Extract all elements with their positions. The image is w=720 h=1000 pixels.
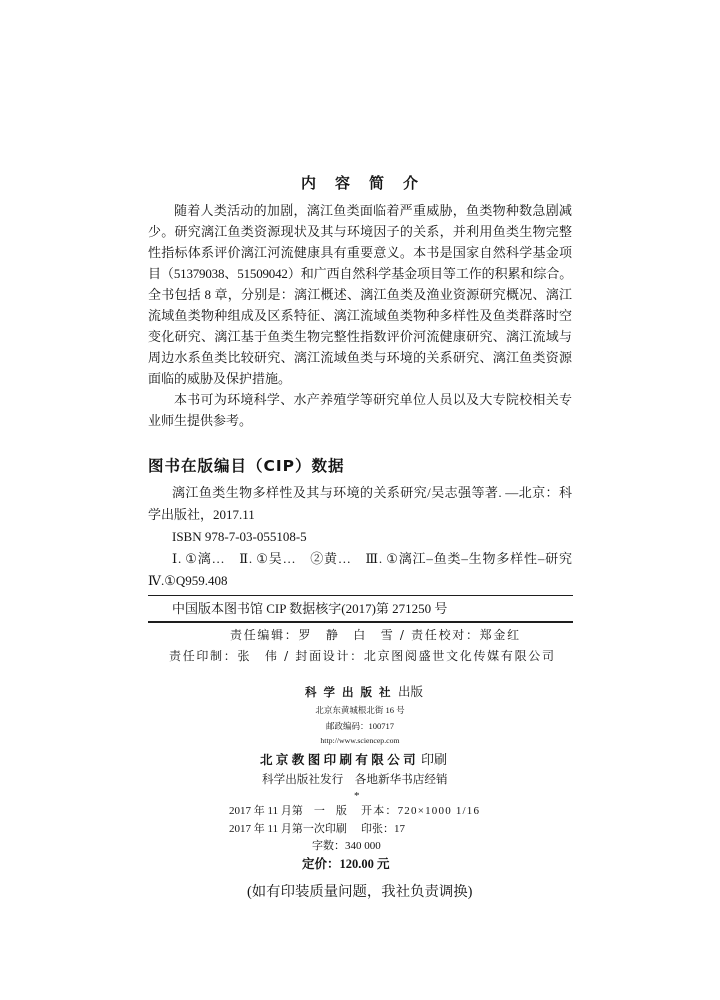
cip-entry-line: 漓江鱼类生物多样性及其与环境的关系研究/吴志强等著. —北京：科: [172, 485, 572, 500]
production-credits: 责任印制：张 伟 / 封面设计：北京图阅盛世文化传媒有限公司: [169, 649, 556, 663]
printer-name: 北京教图印刷有限公司: [260, 752, 420, 767]
edition-date: 2017 年 11 月第 一 版: [229, 805, 347, 817]
summary-line: 变化研究、漓江基于鱼类生物完整性指数评价河流健康研究、漓江流域与: [148, 329, 572, 344]
summary-line: 周边水系鱼类比较研究、漓江流域鱼类与环境的关系研究、漓江鱼类资源: [148, 350, 572, 365]
publisher-role: 出版: [398, 685, 424, 699]
section-title: 内容简介: [301, 174, 438, 192]
publisher-name: 科学出版社: [305, 685, 398, 699]
cip-rule-thin: [148, 595, 573, 596]
printing-date: 2017 年 11 月第一次印刷: [229, 823, 347, 835]
price: 定价：120.00 元: [302, 857, 390, 871]
cip-entry-line: Ⅳ.①Q959.408: [148, 573, 228, 588]
content-summary: [148, 200, 572, 431]
publisher-postcode: 邮政编码：100717: [325, 721, 394, 731]
return-policy-note: (如有印装质量问题，我社负责调换): [247, 884, 473, 900]
summary-line: 面临的威胁及保护措施。: [148, 371, 292, 386]
printer-role: 印刷: [421, 752, 448, 767]
cip-entry-line: Ⅰ. ①漓… Ⅱ. ①吴… ②黄… Ⅲ. ①漓江–鱼类–生物多样性–研究: [172, 551, 572, 566]
publisher-address: 北京东黄城根北街 16 号: [315, 705, 405, 715]
summary-line: 业师生提供参考。: [148, 413, 253, 428]
cip-record-number: 中国版本图书馆 CIP 数据核字(2017)第 271250 号: [172, 601, 448, 616]
cip-rule-thick: [148, 621, 573, 623]
summary-line: 全书包括 8 章，分别是：漓江概述、漓江鱼类及渔业资源研究概况、漓江: [148, 287, 572, 302]
summary-line: 本书可为环境科学、水产养殖学等研究单位人员以及大专院校相关专: [174, 392, 572, 407]
summary-line: 少。研究漓江鱼类资源现状及其与环境因子的关系，并利用鱼类生物完整: [148, 224, 572, 239]
asterisk-separator: *: [354, 790, 360, 802]
word-count: 字数：340 000: [312, 840, 381, 852]
cip-entry-line: ISBN 978-7-03-055108-5: [172, 529, 307, 544]
cip-entry: [148, 482, 572, 592]
printed-sheets: 印张：17: [361, 823, 405, 835]
cip-entry-line: 学出版社，2017.11: [148, 507, 255, 522]
cip-heading: 图书在版编目（CIP）数据: [148, 457, 345, 475]
summary-line: 流域鱼类物种组成及区系特征、漓江流域鱼类物种多样性及鱼类群落时空: [148, 308, 572, 323]
summary-line: 目（51379038、51509042）和广西自然科学基金项目等工作的积累和综合。: [148, 266, 572, 281]
summary-line: 性指标体系评价漓江河流健康具有重要意义。本书是国家自然科学基金项: [148, 245, 572, 260]
distribution-info: 科学出版社发行 各地新华书店经销: [262, 773, 448, 786]
summary-line: 随着人类活动的加剧，漓江鱼类面临着严重威胁，鱼类物种数急剧减: [174, 203, 572, 218]
publisher-website: http://www.sciencep.com: [320, 736, 400, 745]
editor-credits: 责任编辑：罗 静 白 雪 / 责任校对：郑金红: [230, 628, 521, 642]
page-format: 开本：720×1000 1/16: [361, 805, 481, 817]
